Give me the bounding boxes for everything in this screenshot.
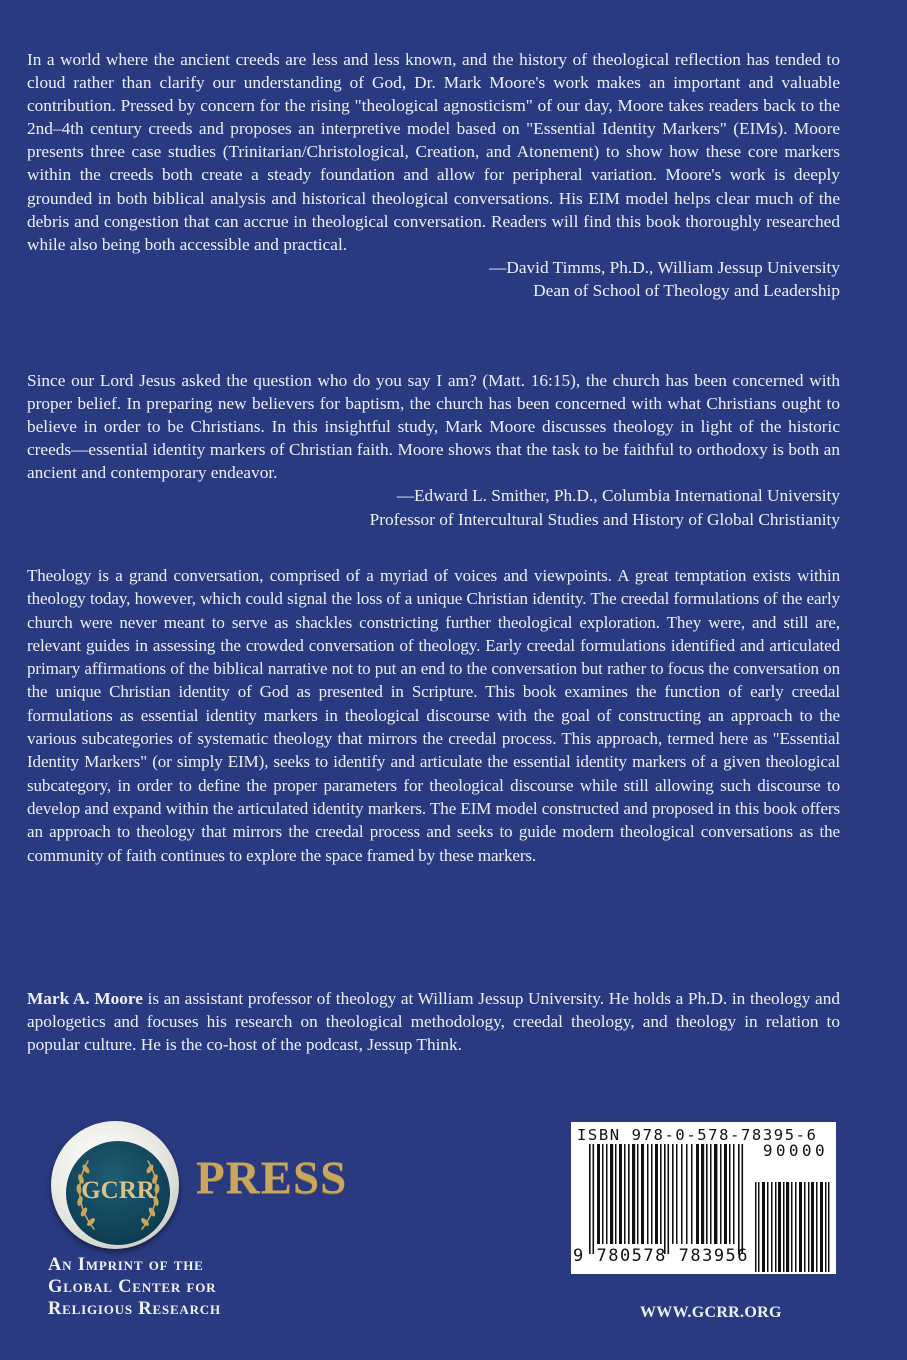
endorsement-attribution: —David Timms, Ph.D., William Jessup University [489, 257, 840, 277]
imprint-line: Religious Research [48, 1299, 221, 1319]
price-code: 90000 [762, 1141, 828, 1160]
endorsement-timms [27, 48, 840, 302]
author-bio [27, 987, 840, 1056]
author-name: Mark A. Moore [27, 989, 143, 1008]
addon-bars-icon [755, 1182, 831, 1272]
endorsement-title: Professor of Intercultural Studies and History of Global Christianity [369, 509, 840, 529]
description-text: Theology is a grand conversation, comprised of a myriad of voices and viewpoints. A great temptation exists within theology today, however, which could signal the loss of a unique Christian identity. The creedal formulations of the early church were never meant to serve as shackles constricting further theological exploration. They were, and still are, relevant guides in assessing the crowded conversation of theology. Early creedal formulations identified and articulated primary affirmations of the biblical narrative not to put an end to the conversation but rather to focus the conversation on the unique Christian identity of God as presented in Scripture. This book examines the function of early creedal formulations as essential identity markers in theological discourse with the goal of constructing an approach to the various subcategories of systematic theology that mirrors the creedal process. This approach, termed here as "Essential Identity Markers" (or simply EIM), seeks to identify and articulate the essential identity markers of a given theological subcategory, in order to define the proper parameters for theological discourse while still allowing such discourse to develop and expand within the articulated identity markers. The EIM model constructed and proposed in this book offers an approach to theology that mirrors the creedal process and seeks to guide modern theological conversations as the community of faith continues to explore the space framed by these markers. [27, 566, 840, 865]
ean-digits: 9 780578 783956 [573, 1246, 750, 1266]
publisher-imprint [48, 1254, 221, 1320]
endorsement-title: Dean of School of Theology and Leadership [533, 280, 840, 300]
publisher-website: WWW.GCRR.ORG [640, 1304, 782, 1321]
isbn-barcode [571, 1122, 836, 1274]
imprint-line: Global Center for [48, 1277, 217, 1297]
author-bio-text: is an assistant professor of theology at William Jessup University. He holds a Ph.D. in theology and apologetics and focuses his research on theological methodology, creedal theology, and theology in relation to popular culture. He is the co-host of the podcast, Jessup Think. [27, 989, 840, 1055]
logo-ring [51, 1121, 179, 1249]
imprint-line: An Imprint of the [48, 1255, 204, 1275]
logo-medal [66, 1141, 170, 1245]
endorsement-attribution: —Edward L. Smither, Ph.D., Columbia International University [396, 486, 840, 506]
endorsement-text: Since our Lord Jesus asked the question who do you say I am? (Matt. 16:15), the church has been concerned with proper belief. In preparing new believers for baptism, the church has been concerned with what Christians ought to believe in order to be Christians. In this insightful study, Mark Moore discusses theology in light of the historic creeds—essential identity markers of Christian faith. Moore shows that the task to be faithful to orthodoxy is both an ancient and contemporary endeavor. [27, 371, 840, 483]
logo-wordmark: PRESS [196, 1152, 348, 1204]
endorsement-smither [27, 369, 840, 531]
book-description [27, 564, 840, 867]
isbn-label: ISBN 978-0-578-78395-6 [577, 1126, 818, 1144]
gcrr-press-logo [48, 1113, 358, 1243]
endorsement-text: In a world where the ancient creeds are less and less known, and the history of theological reflection has tended to cloud rather than clarify our understanding of God, Dr. Mark Moore's work makes an important and valuable contribution. Pressed by concern for the rising "theological agnosticism" of our day, Moore takes readers back to the 2nd–4th century creeds and proposes an interpretive model based on "Essential Identity Markers" (EIMs). Moore presents three case studies (Trinitarian/Christological, Creation, and Atonement) to show how these core markers within the creeds both create a steady foundation and allow for peripheral variation. Moore's work is deeply grounded in both biblical analysis and historical theological conversations. His EIM model helps clear much of the debris and congestion that can accrue in theological conversation. Readers will find this book thoroughly researched while also being both accessible and practical. [27, 50, 840, 254]
barcode-bars-icon [589, 1144, 749, 1254]
logo-medal-text: GCRR [81, 1177, 155, 1204]
